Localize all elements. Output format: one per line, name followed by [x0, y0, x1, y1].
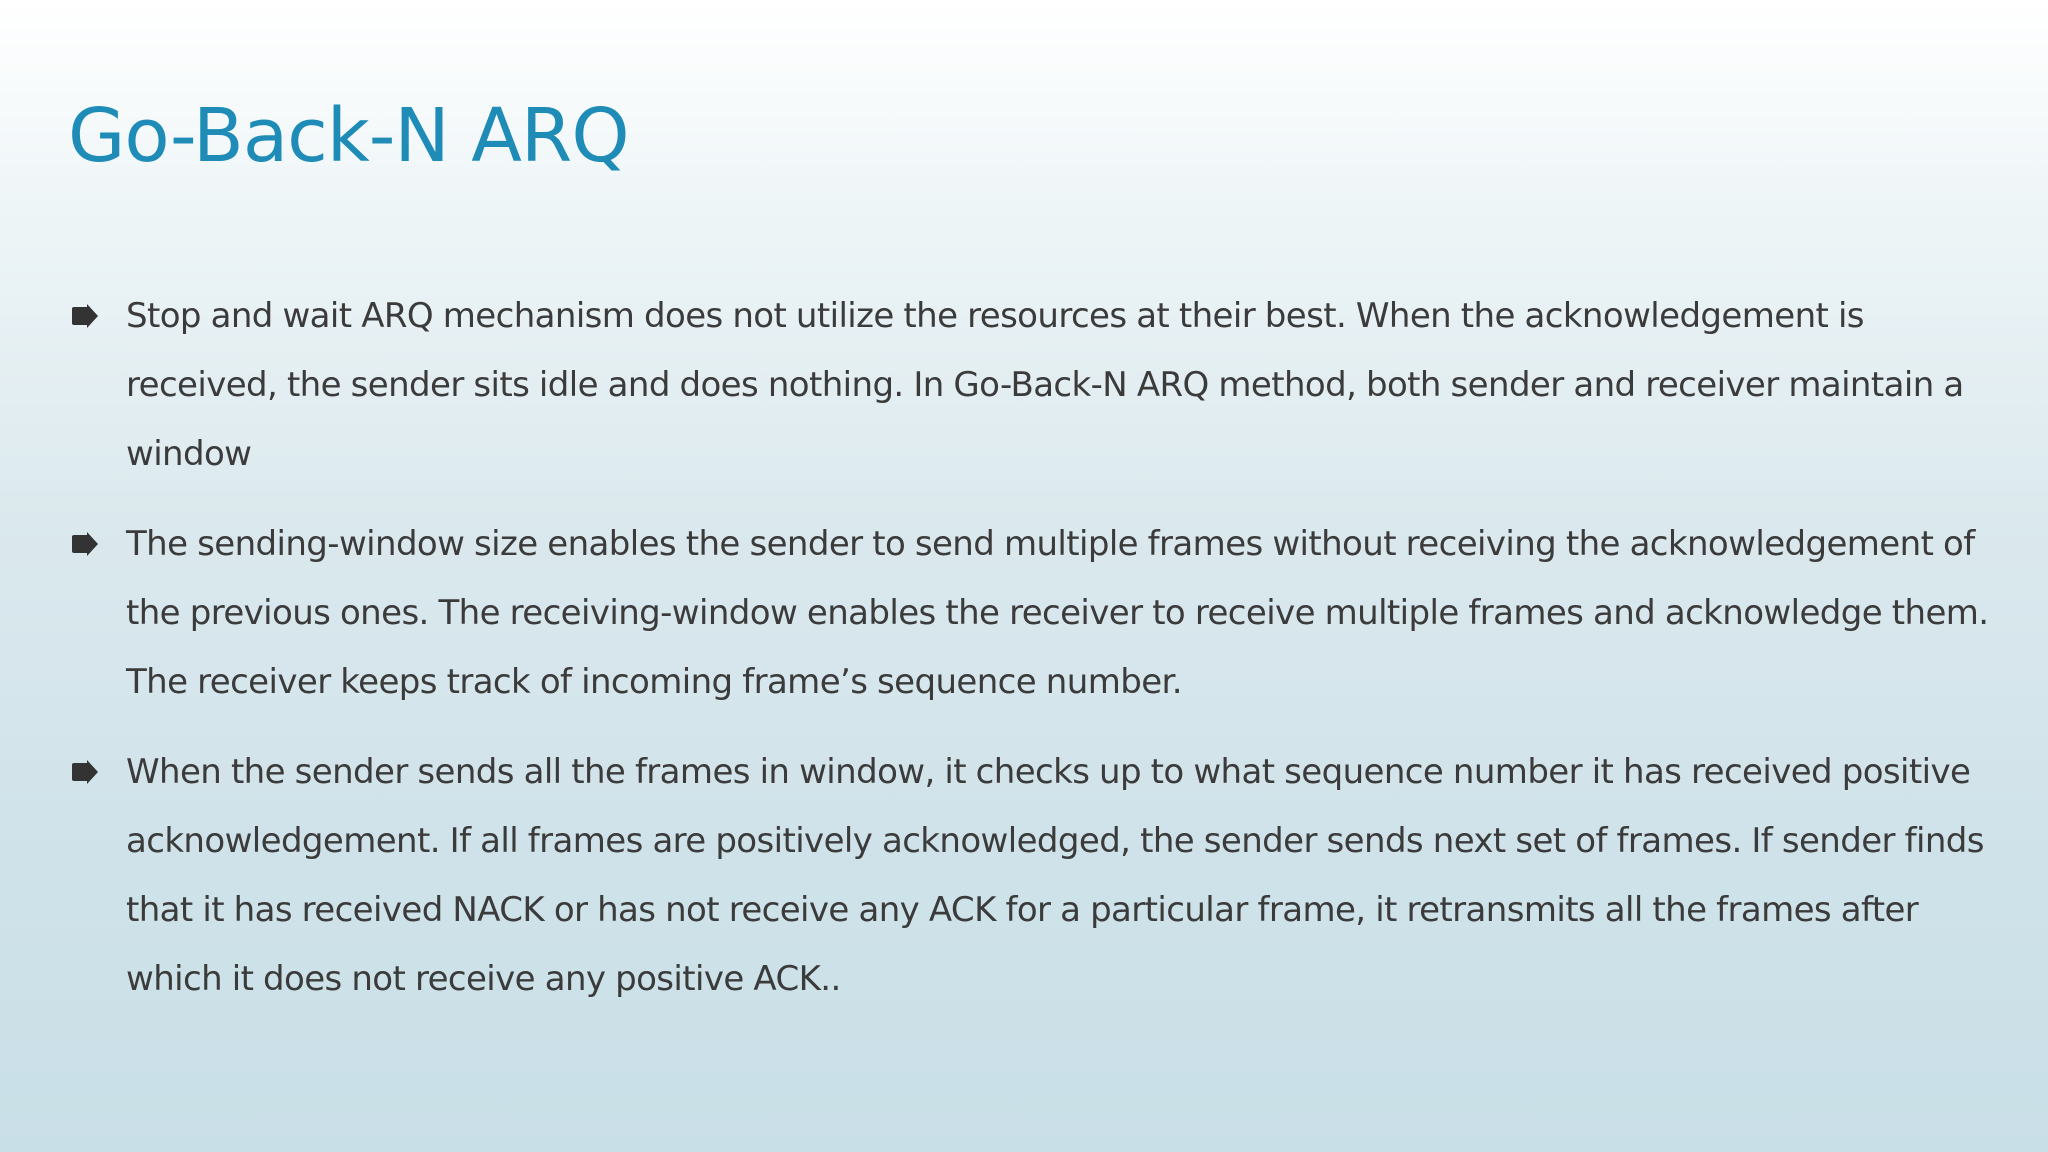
bullet-text: When the sender sends all the frames in window, it checks up to what sequence number it has received positive acknowledgement. If all frames are positively acknowledged, the sender sends next set of frames. If sender finds that it has received NACK or has not receive any ACK for a particular frame, it retransmits all the frames after which it does not receive any positive ACK..: [126, 752, 1984, 999]
arrow-right-icon: [70, 532, 100, 556]
slide-title: Go-Back-N ARQ: [68, 93, 629, 179]
arrow-right-icon: [70, 304, 100, 328]
bullet-item: [68, 282, 2003, 489]
bullet-text: The sending-window size enables the sender to send multiple frames without receiving the acknowledgement of the previous ones. The receiving-window enables the receiver to receive multiple frames and acknowledge them. The receiver keeps track of incoming frame’s sequence number.: [126, 524, 1989, 702]
bullet-list: [68, 282, 2003, 1035]
bullet-text: Stop and wait ARQ mechanism does not utilize the resources at their best. When the acknowledgement is received, the sender sits idle and does nothing. In Go-Back-N ARQ method, both sender and receiver maintain a window: [126, 296, 1964, 474]
bullet-item: [68, 738, 2003, 1014]
bullet-item: [68, 510, 2003, 717]
arrow-right-icon: [70, 760, 100, 784]
